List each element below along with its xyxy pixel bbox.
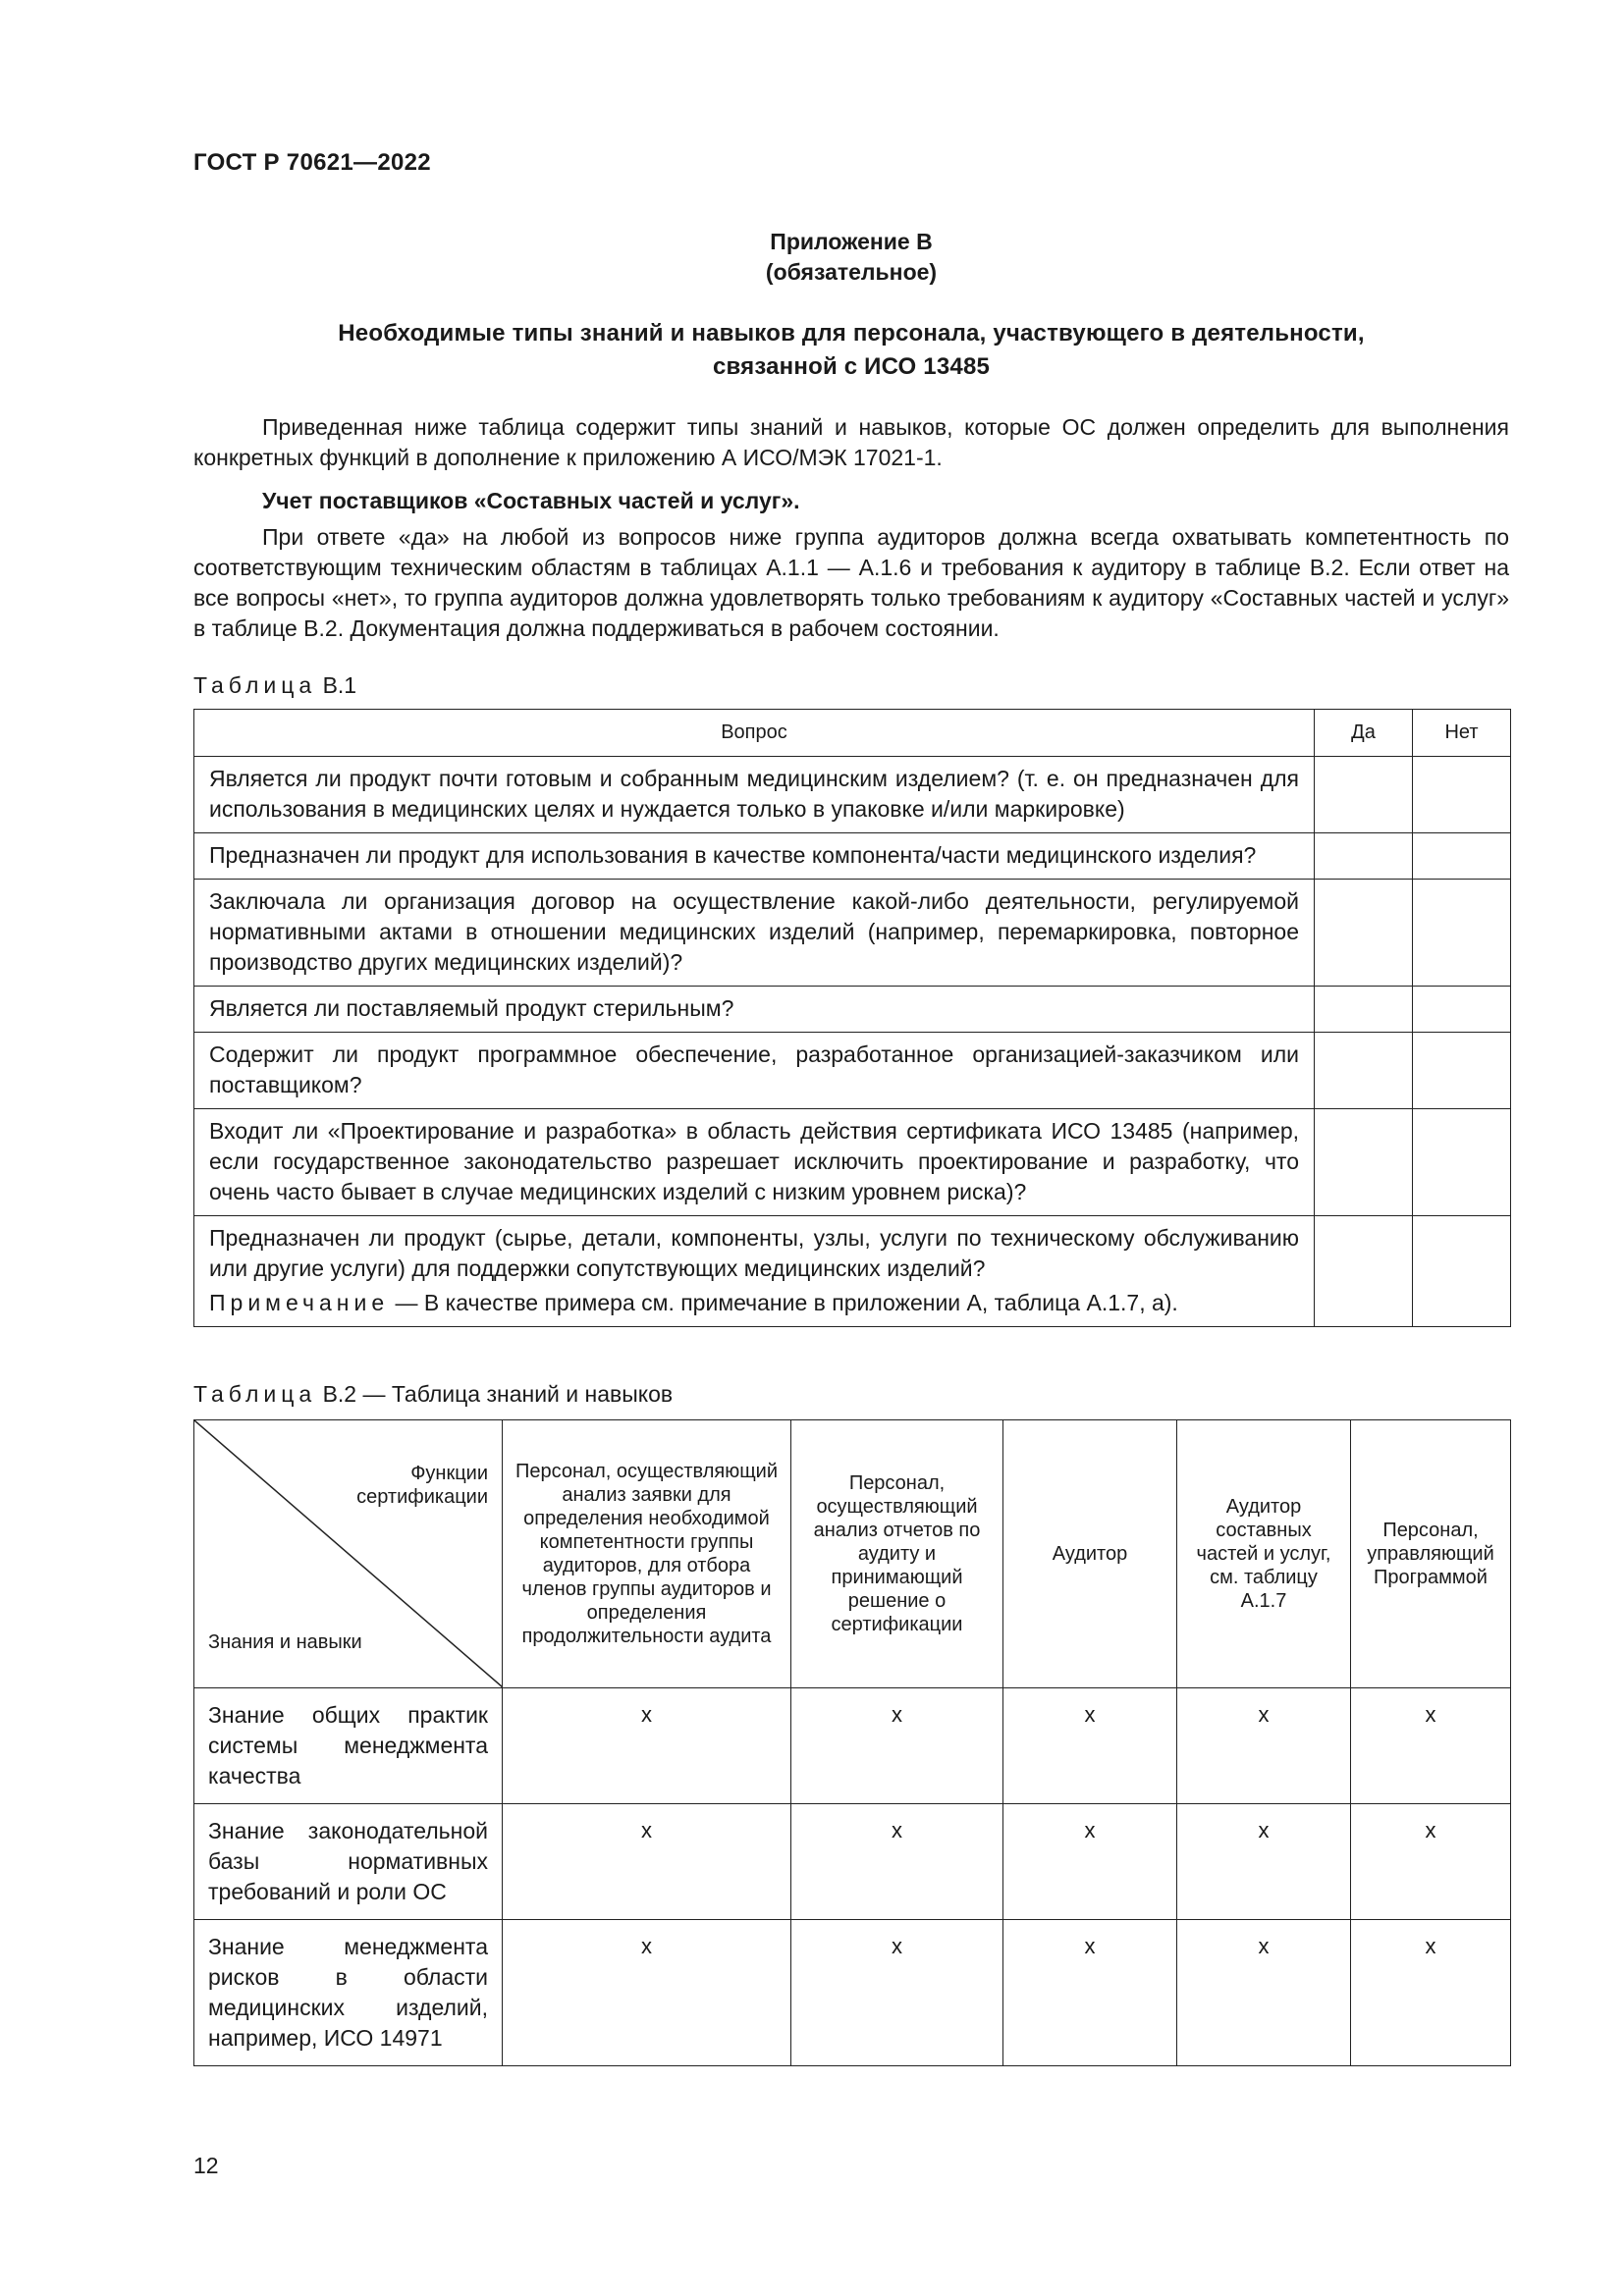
mark-cell: x xyxy=(1351,1920,1511,2066)
yes-cell xyxy=(1315,757,1413,833)
question-cell: Является ли поставляемый продукт стерильным? xyxy=(194,987,1315,1033)
table1-header-no: Нет xyxy=(1413,710,1511,757)
diag-bottom-label: Знания и навыки xyxy=(208,1631,362,1653)
mark-cell: x xyxy=(503,1688,791,1804)
appendix-heading xyxy=(193,227,1509,288)
table-row xyxy=(194,1216,1511,1327)
question-cell xyxy=(194,1216,1315,1327)
column-header: Персонал, осуществляющий анализ отчетов по аудиту и принимающий решение о сертификации xyxy=(791,1420,1003,1688)
appendix-status: (обязательное) xyxy=(765,259,938,285)
mark-cell: x xyxy=(1351,1688,1511,1804)
section-title-line-1: Необходимые типы знаний и навыков для персонала, участвующего в деятельности, xyxy=(338,320,1365,347)
mark-cell: x xyxy=(791,1688,1003,1804)
question-cell: Заключала ли организация договор на осуществление какой-либо деятельности, регулируемой нормативными актами в отношении медицинских изделий (например, перемаркировка, повторное производство других медицинских изделий)? xyxy=(194,880,1315,987)
column-header: Персонал, осуществляющий анализ заявки для определения необходимой компетентности группы аудиторов, для отбора членов группы аудиторов и определения продолжительности аудита xyxy=(503,1420,791,1688)
no-cell xyxy=(1413,880,1511,987)
mark-cell: x xyxy=(503,1920,791,2066)
no-cell xyxy=(1413,987,1511,1033)
rules-paragraph xyxy=(193,522,1509,644)
table-b2 xyxy=(193,1419,1511,2066)
page-number: 12 xyxy=(193,2153,219,2178)
column-header: Аудитор xyxy=(1003,1420,1177,1688)
table1-header-row xyxy=(194,710,1511,757)
row-label: Знание законодательной базы нормативных требований и роли ОС xyxy=(194,1804,503,1920)
table-row xyxy=(194,1109,1511,1216)
appendix-title: Приложение В xyxy=(770,229,933,254)
note-label: Примечание xyxy=(209,1290,390,1315)
yes-cell xyxy=(1315,1216,1413,1327)
table2-caption-rest: В.2 — Таблица знаний и навыков xyxy=(322,1381,674,1407)
yes-cell xyxy=(1315,987,1413,1033)
mark-cell: x xyxy=(791,1920,1003,2066)
section-title xyxy=(193,317,1509,384)
section-title-line-2: связанной с ИСО 13485 xyxy=(712,353,991,380)
table-row xyxy=(194,1920,1511,2066)
table2-caption xyxy=(193,1379,673,1409)
table1-header-yes: Да xyxy=(1315,710,1413,757)
mark-cell: x xyxy=(1351,1804,1511,1920)
document-header: ГОСТ Р 70621—2022 xyxy=(193,149,431,176)
mark-cell: x xyxy=(1177,1920,1351,2066)
diag-top-label: Функции сертификации xyxy=(356,1463,488,1508)
question-cell: Входит ли «Проектирование и разработка» в область действия сертификата ИСО 13485 (например, если государственное законодательство разрешает исключить проектирование и разработку, что очень часто бывает в случае медицинских изделий с низким уровнем риска)? xyxy=(194,1109,1315,1216)
table-row xyxy=(194,1033,1511,1109)
mark-cell: x xyxy=(1177,1688,1351,1804)
yes-cell xyxy=(1315,1109,1413,1216)
table1-caption-number: В.1 xyxy=(322,672,357,698)
diagonal-header-cell xyxy=(194,1420,503,1688)
table1-note xyxy=(209,1288,1299,1318)
yes-cell xyxy=(1315,880,1413,987)
question-text: Предназначен ли продукт (сырье, детали, компоненты, узлы, услуги по техническому обслуживанию или другие услуги) для поддержки сопутствующих медицинских изделий? xyxy=(209,1225,1299,1281)
question-cell: Содержит ли продукт программное обеспечение, разработанное организацией-заказчиком или поставщиком? xyxy=(194,1033,1315,1109)
no-cell xyxy=(1413,833,1511,880)
subheading-text: Учет поставщиков «Составных частей и услуг». xyxy=(262,488,800,513)
mark-cell: x xyxy=(1003,1688,1177,1804)
note-text: — В качестве примера см. примечание в приложении А, таблица А.1.7, а). xyxy=(389,1290,1178,1315)
table1-caption-prefix: Таблица xyxy=(193,672,317,698)
table-row xyxy=(194,1688,1511,1804)
table1-caption xyxy=(193,670,356,700)
no-cell xyxy=(1413,1109,1511,1216)
intro-text: Приведенная ниже таблица содержит типы знаний и навыков, которые ОС должен определить для выполнения конкретных функций в дополнение к приложению А ИСО/МЭК 17021-1. xyxy=(193,414,1509,470)
table-row xyxy=(194,880,1511,987)
yes-cell xyxy=(1315,833,1413,880)
mark-cell: x xyxy=(791,1804,1003,1920)
column-header: Аудитор составных частей и услуг, см. таблицу А.1.7 xyxy=(1177,1420,1351,1688)
table-row xyxy=(194,757,1511,833)
no-cell xyxy=(1413,1216,1511,1327)
table2-caption-prefix: Таблица xyxy=(193,1381,317,1407)
table-b1 xyxy=(193,709,1511,1327)
intro-paragraph xyxy=(193,412,1509,473)
no-cell xyxy=(1413,757,1511,833)
mark-cell: x xyxy=(1003,1920,1177,2066)
mark-cell: x xyxy=(503,1804,791,1920)
row-label: Знание общих практик системы менеджмента качества xyxy=(194,1688,503,1804)
table-row xyxy=(194,1804,1511,1920)
yes-cell xyxy=(1315,1033,1413,1109)
table2-header-row xyxy=(194,1420,1511,1688)
rules-text: При ответе «да» на любой из вопросов ниже группа аудиторов должна всегда охватывать компетентность по соответствующим техническим областям в таблицах А.1.1 — А.1.6 и требования к аудитору в таблице В.2. Если ответ на все вопросы «нет», то группа аудиторов должна удовлетворять только требованиям к аудитору «Составных частей и услуг» в таблице В.2. Документация должна поддерживаться в рабочем состоянии. xyxy=(193,524,1509,641)
mark-cell: x xyxy=(1177,1804,1351,1920)
column-header: Персонал, управляющий Программой xyxy=(1351,1420,1511,1688)
table-row xyxy=(194,833,1511,880)
subheading xyxy=(193,486,1509,516)
mark-cell: x xyxy=(1003,1804,1177,1920)
row-label: Знание менеджмента рисков в области медицинских изделий, например, ИСО 14971 xyxy=(194,1920,503,2066)
question-cell: Является ли продукт почти готовым и собранным медицинским изделием? (т. е. он предназначен для использования в медицинских целях и нуждается только в упаковке и/или маркировке) xyxy=(194,757,1315,833)
question-cell: Предназначен ли продукт для использования в качестве компонента/части медицинского изделия? xyxy=(194,833,1315,880)
no-cell xyxy=(1413,1033,1511,1109)
table1-header-question: Вопрос xyxy=(194,710,1315,757)
table-row xyxy=(194,987,1511,1033)
